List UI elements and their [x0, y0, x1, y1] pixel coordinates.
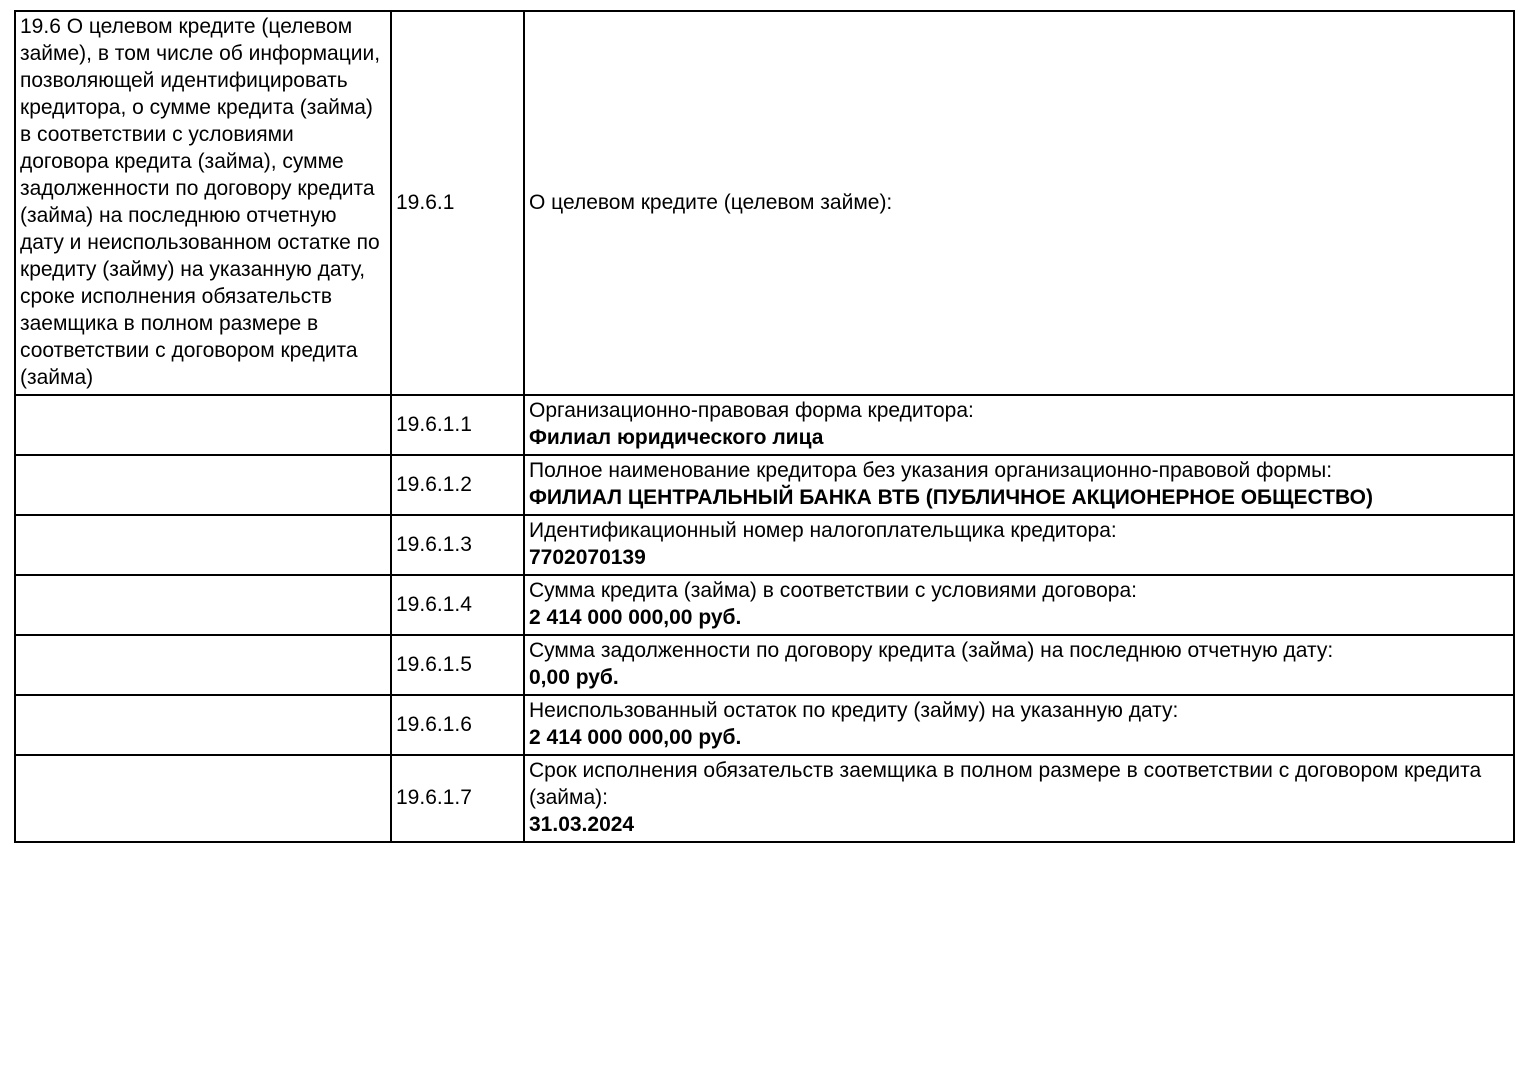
- table-body: [15, 11, 1514, 842]
- field-label: Срок исполнения обязательств заемщика в полном размере в соответствии с договором кредита (займа):: [529, 759, 1482, 809]
- field-value: 31.03.2024: [529, 813, 635, 836]
- field-value: 2 414 000 000,00 руб.: [529, 726, 742, 749]
- section-label-cell: [15, 455, 391, 515]
- content-cell: [524, 395, 1514, 455]
- item-number-cell: 19.6.1.6: [391, 695, 524, 755]
- field-value: 0,00 руб.: [529, 666, 619, 689]
- table-row: [15, 755, 1514, 842]
- content-cell: [524, 575, 1514, 635]
- field-label: Полное наименование кредитора без указания организационно-правовой формы:: [529, 459, 1333, 482]
- table-row: [15, 635, 1514, 695]
- content-cell: [524, 11, 1514, 395]
- section-label-cell: [15, 395, 391, 455]
- table-row: [15, 11, 1514, 395]
- item-number-cell: 19.6.1.1: [391, 395, 524, 455]
- content-cell: [524, 755, 1514, 842]
- field-value: 7702070139: [529, 546, 646, 569]
- table-row: [15, 515, 1514, 575]
- section-label-cell: [15, 575, 391, 635]
- section-label-cell: [15, 515, 391, 575]
- table-row: [15, 575, 1514, 635]
- table-row: [15, 395, 1514, 455]
- item-number-cell: 19.6.1.4: [391, 575, 524, 635]
- field-value: 2 414 000 000,00 руб.: [529, 606, 742, 629]
- content-cell: [524, 635, 1514, 695]
- item-number-cell: 19.6.1.2: [391, 455, 524, 515]
- field-label: О целевом кредите (целевом займе):: [529, 190, 893, 214]
- field-label: Сумма кредита (займа) в соответствии с условиями договора:: [529, 579, 1137, 602]
- item-number-cell: 19.6.1.5: [391, 635, 524, 695]
- field-value: Филиал юридического лица: [529, 426, 824, 449]
- field-label: Сумма задолженности по договору кредита (займа) на последнюю отчетную дату:: [529, 639, 1334, 662]
- content-cell: [524, 515, 1514, 575]
- field-label: Организационно-правовая форма кредитора:: [529, 399, 974, 422]
- item-number-cell: 19.6.1: [391, 11, 524, 395]
- table-row: [15, 455, 1514, 515]
- field-value: ФИЛИАЛ ЦЕНТРАЛЬНЫЙ БАНКА ВТБ (ПУБЛИЧНОЕ АКЦИОНЕРНОЕ ОБЩЕСТВО): [529, 486, 1373, 509]
- section-label-cell: [15, 695, 391, 755]
- section-label-cell: 19.6 О целевом кредите (целевом займе), в том числе об информации, позволяющей идентифицировать кредитора, о сумме кредита (займа) в соответствии с условиями договора кредита (займа), сумме задолженности по договору кредита (займа) на последнюю отчетную дату и неиспользованном остатке по кредиту (займу) на указанную дату, сроке исполнения обязательств заемщика в полном размере в соответствии с договором кредита (займа): [15, 11, 391, 395]
- item-number-cell: 19.6.1.7: [391, 755, 524, 842]
- content-cell: [524, 695, 1514, 755]
- section-label-cell: [15, 755, 391, 842]
- disclosure-table: [14, 10, 1515, 843]
- section-label-cell: [15, 635, 391, 695]
- item-number-cell: 19.6.1.3: [391, 515, 524, 575]
- field-label: Идентификационный номер налогоплательщика кредитора:: [529, 519, 1117, 542]
- content-cell: [524, 455, 1514, 515]
- table-row: [15, 695, 1514, 755]
- field-label: Неиспользованный остаток по кредиту (займу) на указанную дату:: [529, 699, 1179, 722]
